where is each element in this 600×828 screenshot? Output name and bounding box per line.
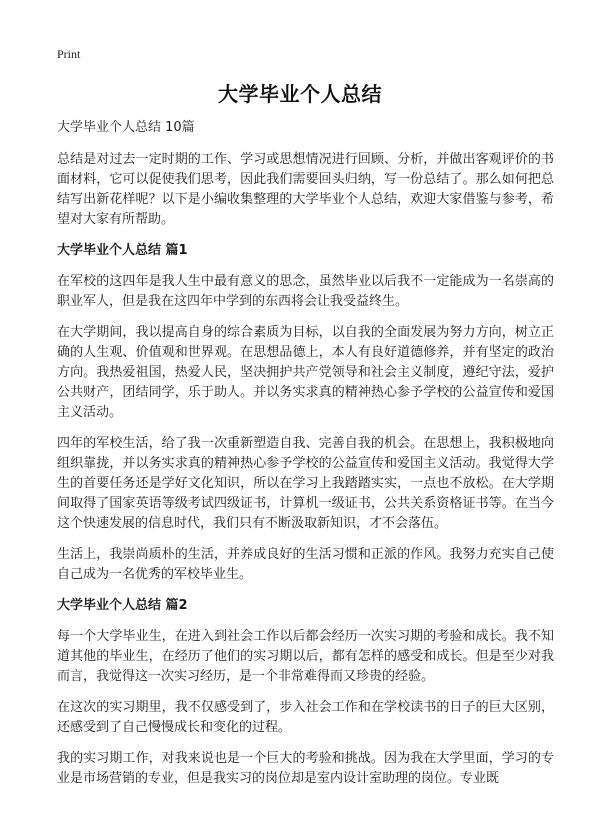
intro-paragraph: 总结是对过去一定时期的工作、学习或思想情况进行回顾、分析，并做出客观评价的书面材料，它可以促使我们思考，因此我们需要回头归纳，写一份总结了。那么如何把总结写出新花样呢？以下是小编收集整理的大学毕业个人总结，欢迎大家借鉴与参考，希望对大家有所帮助。 xyxy=(57,152,554,227)
section-paragraph: 每一个大学毕业生，在进入到社会工作以后都会经历一次实习期的考验和成长。我不知道其他的毕业生，在经历了他们的实习期以后，都有怎样的感受和成长。但是至少对我而言，我觉得这一次实习经历，是一个非常难得而又珍贵的经验。 xyxy=(57,629,554,684)
document-title: 大学毕业个人总结 xyxy=(218,82,382,106)
document-subtitle: 大学毕业个人总结 10篇 xyxy=(57,120,195,135)
section-paragraph: 生活上，我崇尚质朴的生活，并养成良好的生活习惯和正派的作风。我努力充实自己使自己成为一名优秀的军校毕业生。 xyxy=(57,547,554,582)
section-paragraph: 在大学期间，我以提高自身的综合素质为目标，以自我的全面发展为努力方向，树立正确的人生观、价值观和世界观。在思想品德上，本人有良好道德修养，并有坚定的政治方向。我热爱祖国，热爱人民，坚决拥护共产党领导和社会主义制度，遵纪守法，爱护公共财产，团结同学，乐于助人。并以务实求真的精神热心参予学校的公益宣传和爱国主义活动。 xyxy=(57,325,554,420)
section-paragraph: 四年的军校生活，给了我一次重新塑造自我、完善自我的机会。在思想上，我积极地向组织靠拢，并以务实求真的精神热心参予学校的公益宣传和爱国主义活动。我觉得大学生的首要任务还是学好文化知识，所以在学习上我踏踏实实，一点也不放松。在大学期间取得了国家英语等级考试四级证书，计算机一级证书，公共关系资格证书等。在当今这个快速发展的信息时代，我们只有不断汲取新知识，才不会落伍。 xyxy=(57,436,554,531)
section-heading: 大学毕业个人总结 篇1 xyxy=(57,243,188,258)
section-paragraph: 在军校的这四年是我人生中最有意义的思念，虽然毕业以后我不一定能成为一名崇高的职业军人，但是我在这四年中学到的东西将会让我受益终生。 xyxy=(57,274,554,309)
document-body xyxy=(57,118,554,800)
print-link[interactable]: Print xyxy=(57,47,81,61)
section-heading: 大学毕业个人总结 篇2 xyxy=(57,598,188,613)
section-paragraph: 在这次的实习期里，我不仅感受到了，步入社会工作和在学校读书的日子的巨大区别，还感受到了自己慢慢成长和变化的过程。 xyxy=(57,700,554,735)
section-paragraph: 我的实习期工作，对我来说也是一个巨大的考验和挑战。因为我在大学里面，学习的专业是市场营销的专业，但是我实习的岗位却是室内设计室助理的岗位。专业既 xyxy=(57,751,554,786)
